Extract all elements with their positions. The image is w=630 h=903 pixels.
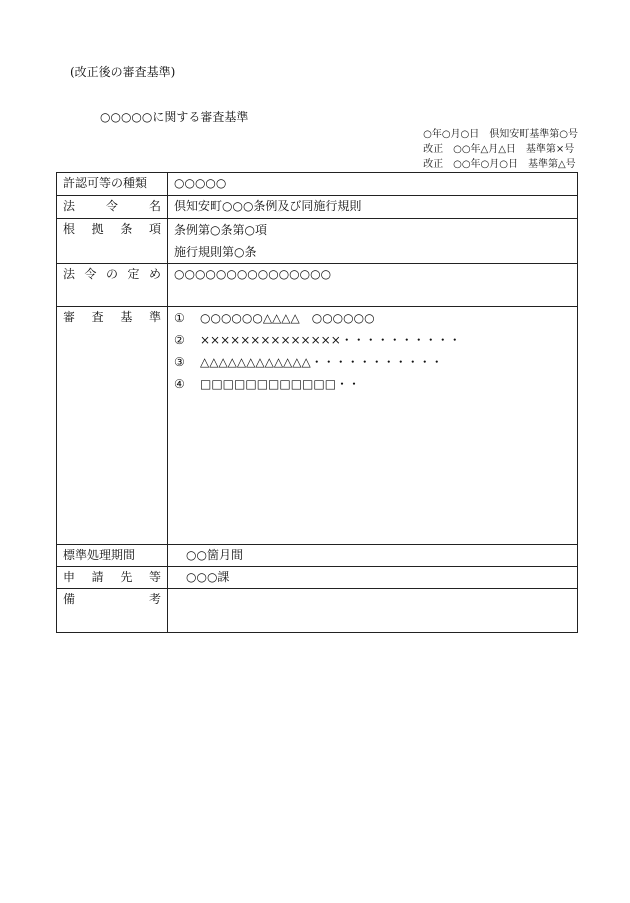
criteria-item xyxy=(174,329,571,351)
criteria-number: ② xyxy=(174,333,185,347)
row-permit-type xyxy=(57,173,578,196)
law-provision-label: 法 令 の 定 め xyxy=(57,264,168,307)
law-provision-value: ○○○○○○○○○○○○○○○ xyxy=(168,264,578,307)
criteria-item xyxy=(174,373,571,395)
revision-line: 改正 ○○年○月○日 基準第△号 xyxy=(423,159,576,170)
document-title: ○○○○○に関する審査基準 xyxy=(100,110,249,124)
row-remarks xyxy=(57,589,578,633)
processing-period-value: ○○箇月間 xyxy=(168,545,578,567)
processing-period-label: 標準処理期間 xyxy=(57,545,168,567)
criteria-number: ③ xyxy=(174,355,185,369)
law-name-label: 法 令 名 xyxy=(57,196,168,219)
criteria-number: ① xyxy=(174,311,185,325)
revised-note: (改正後の審査基準) xyxy=(70,65,176,79)
basis-line: 条例第○条第○項 xyxy=(174,223,267,237)
basis-line: 施行規則第○条 xyxy=(174,245,257,259)
permit-type-label: 許認可等の種類 xyxy=(57,173,168,196)
basis-label: 根 拠 条 項 xyxy=(57,219,168,264)
row-criteria xyxy=(57,307,578,545)
basis-value xyxy=(168,219,578,264)
criteria-text: □□□□□□□□□□□□・・ xyxy=(200,377,361,391)
remarks-label: 備 考 xyxy=(57,589,168,633)
application-to-label: 申 請 先 等 xyxy=(57,567,168,589)
row-law-name xyxy=(57,196,578,219)
criteria-text: ○○○○○○△△△△ ○○○○○○ xyxy=(200,311,375,325)
criteria-number: ④ xyxy=(174,377,185,391)
criteria-text: ××××××××××××××・・・・・・・・・・ xyxy=(200,333,461,347)
criteria-form-table xyxy=(56,172,578,633)
revision-line: 改正 ○○年△月△日 基準第×号 xyxy=(423,144,575,155)
criteria-text: △△△△△△△△△△△△・・・・・・・・・・・ xyxy=(200,355,443,369)
law-name-value: 倶知安町○○○条例及び同施行規則 xyxy=(168,196,578,219)
criteria-label: 審 査 基 準 xyxy=(57,307,168,545)
remarks-value xyxy=(168,589,578,633)
row-processing-period xyxy=(57,545,578,567)
criteria-item xyxy=(174,351,571,373)
criteria-item xyxy=(174,307,571,329)
row-law-provision xyxy=(57,264,578,307)
revision-history xyxy=(423,127,578,172)
permit-type-value: ○○○○○ xyxy=(168,173,578,196)
row-basis xyxy=(57,219,578,264)
application-to-value: ○○○課 xyxy=(168,567,578,589)
revision-line: ○年○月○日 倶知安町基準第○号 xyxy=(423,129,578,140)
criteria-list xyxy=(168,307,578,545)
row-application-to xyxy=(57,567,578,589)
